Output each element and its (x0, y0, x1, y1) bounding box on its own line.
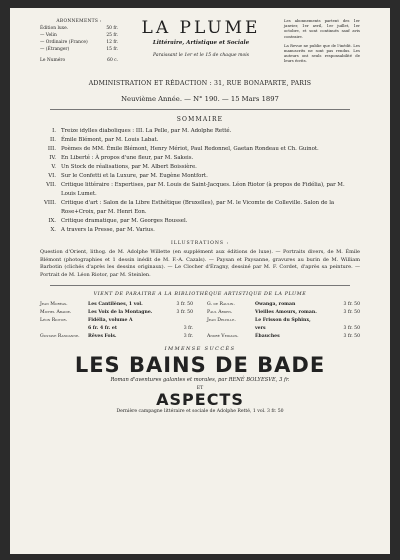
les-bains-de-bade-subtitle: Roman d'aventures galantes et morales, par RENÉ BOLYESVE, 3 fr. (110, 377, 290, 384)
book-column-right (207, 301, 360, 340)
contents-entry: III. Poèmes de MM. Émile Blémont, Henry Mériot, Paul Redonnel, Gaetan Rondeau et Ch. Guinot. (47, 146, 319, 152)
issue-line: Neuvième Année. — N° 190. — 15 Mars 1897 (121, 95, 279, 103)
new-releases-heading: VIENT DE PARAITRE A LA BIBLIOTHÈQUE ARTISTIQUE DE LA PLUME (93, 292, 307, 298)
magazine-page (10, 8, 390, 554)
divider (50, 109, 350, 110)
contents-entry: IV. En Liberté : À propos d'une fleur, par M. Sakeis. (49, 155, 194, 161)
contents-entry: IX. Critique dramatique, par M. Georges Roussel. (48, 218, 188, 224)
masthead (40, 18, 360, 76)
book-row: 6 fr. 4 fr. et 3 fr. (88, 325, 193, 331)
book-row: vers 3 fr. 50 (255, 325, 360, 331)
book-column-left (40, 301, 193, 340)
contents-entry: II. Émile Blémont, par M. Louis Labat. (50, 137, 159, 143)
subscription-row: Édition luxe. 50 fr. (40, 26, 118, 31)
contents-entry: VIII. Critique d'art : Salon de la Libre Esthétique (Bruxelles), par M. le Vicomte de Colleville. Salon de la Rose+Croix, par M. Henri Eon. (44, 200, 335, 215)
contents-list (40, 127, 360, 235)
note-manuscripts: La Revue ne publie que de l'inédit. Les manuscrits ne sont pas rendus. Les auteurs ont seuls responsabilité de leurs écrits. (284, 42, 360, 64)
book-row: André Veidaux. Ébauches 3 fr. 50 (207, 333, 360, 339)
administration-address: ADMINISTRATION ET RÉDACTION : 31, RUE BONAPARTE, PARIS (88, 80, 312, 87)
contents-entry: VII. Critique littéraire : Expertises, par M. Louis de Saint-Jacques. Léon Riotor (à propos de Fidélia), par M. Louis Lumet. (46, 182, 345, 197)
subscription-row: — Ordinaire (France) 12 fr. (40, 40, 118, 45)
book-row: G. de Raulin. Owanga, roman 3 fr. 50 (207, 302, 360, 308)
subscriptions-title: ABONNEMENTS : (56, 19, 102, 24)
book-row: Léon Riotor. Fidélia, volume A (40, 317, 133, 323)
book-row: Paul Arden. Vieilles Amours, roman. 3 fr. 50 (207, 310, 360, 316)
contents-entry: VI. Sur le Confetti et la Luxure, par M. Eugène Montfort. (48, 173, 208, 179)
contents-entry: I. Treize idylles diaboliques : III. La Pelle, par M. Adolphe Retté. (52, 128, 232, 134)
aspects-subtitle: Dernière campagne littéraire et sociale de Adolphe Retté, 1 vol. 3 fr. 50 (116, 409, 284, 415)
book-list (40, 301, 360, 340)
contents-entry: X. A travers la Presse, par M. Varius. (50, 227, 155, 233)
title-block (118, 18, 284, 58)
et-label: ET (196, 386, 204, 392)
immense-succes-label: IMMENSE SUCCÈS (164, 346, 236, 353)
aspects-title: ASPECTS (156, 390, 244, 410)
book-row: Jean Moréas. Les Cantilènes, 1 vol. 3 fr. 50 (40, 302, 193, 308)
subscription-row: — (Étranger) 15 fr. (40, 47, 118, 52)
illustrations-title: ILLUSTRATIONS : (170, 241, 230, 246)
editorial-notes (284, 18, 360, 68)
divider (50, 285, 350, 286)
magazine-subtitle: Littéraire, Artistique et Sociale (152, 40, 250, 46)
publication-frequency: Paraissant le 1er et le 15 de chaque mois (152, 53, 250, 58)
contents-entry: V. Un Stock de réalisations, par M. Albert Boissière. (51, 164, 197, 170)
book-row: Jean Delville. Le Frisson du Sphinx, (207, 317, 311, 323)
illustrations-text: Question d'Orient, lithog. de M. Adolphe Willette (en supplément aux éditions de luxe). — Portraits divers, de M. Émile Blémont (photographies et 1 dessin inédit de M. F.-A. Cazals). — Paysan et Paysanne, gravures au burin de M. William Barbotin (clichés d'après les dessins originaux). — Le Clocher d'Éragny, dessiné par M. F. Cordet, d'après sa peinture. — Portrait de M. Léon Riotor, par M. Steinlen. (40, 249, 360, 278)
subscriptions-block (40, 18, 118, 64)
contents-title: SOMMAIRE (176, 116, 224, 123)
les-bains-de-bade-title: LES BAINS DE BADE (74, 353, 326, 378)
magazine-title: LA PLUME (141, 18, 261, 38)
subscription-row: — Velin 25 fr. (40, 33, 118, 38)
book-row: Gustave Randanne. Rêves Fols. 3 fr. (40, 333, 193, 339)
note-subscriptions: Les abonnements partent des 1er janvier, 1er avril, 1er juillet, 1er octobre, et sont continués sauf avis contraire. (284, 18, 360, 39)
subscription-row: Le Numéro 60 c. (40, 58, 118, 63)
book-row: Michel Abadie. Les Voix de la Montagne. 3 fr. 50 (40, 310, 193, 316)
